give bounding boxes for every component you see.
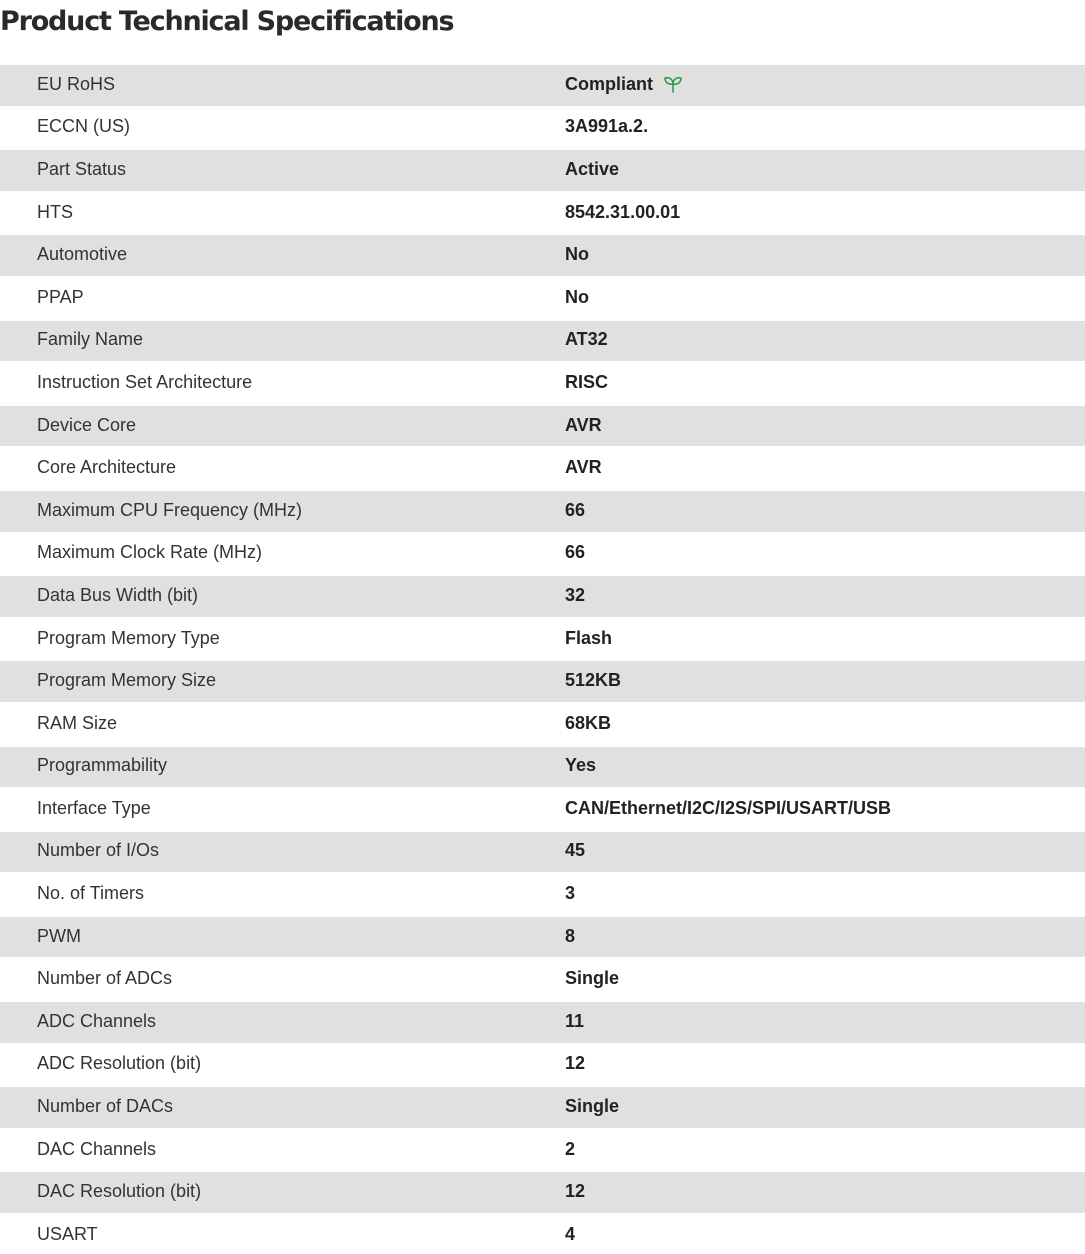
spec-value <box>565 74 683 95</box>
spec-row <box>0 1128 1085 1171</box>
spec-value-text: 66 <box>565 542 586 563</box>
spec-name: Number of ADCs <box>37 968 173 989</box>
spec-row <box>0 63 1085 106</box>
spec-row <box>0 702 1085 745</box>
spec-value-text: Single <box>565 968 620 989</box>
spec-row <box>0 106 1085 149</box>
spec-row <box>0 361 1085 404</box>
spec-value <box>565 1053 585 1074</box>
spec-row <box>0 191 1085 234</box>
spec-row <box>0 1085 1085 1128</box>
spec-value-text: 11 <box>565 1010 585 1031</box>
spec-value <box>565 968 619 989</box>
spec-table <box>0 63 1085 1254</box>
spec-row <box>0 446 1085 489</box>
spec-value-text: 8542.31.00.01 <box>565 201 681 222</box>
spec-value <box>565 116 648 137</box>
spec-value <box>565 329 608 350</box>
spec-name: Number of I/Os <box>37 840 160 861</box>
spec-value <box>565 670 621 691</box>
spec-value <box>565 1096 619 1117</box>
spec-value-text: Active <box>565 158 620 179</box>
spec-name: Part Status <box>37 158 127 179</box>
spec-name: ADC Channels <box>37 1010 157 1031</box>
spec-value <box>565 1011 584 1032</box>
spec-value <box>565 755 596 776</box>
spec-value <box>565 415 602 436</box>
spec-value-text: 512KB <box>565 670 622 691</box>
spec-value <box>565 202 680 223</box>
spec-value-text: No <box>565 286 589 307</box>
spec-name: Automotive <box>37 244 128 265</box>
spec-name: Program Memory Size <box>37 670 217 691</box>
spec-row <box>0 1043 1085 1086</box>
spec-row <box>0 276 1085 319</box>
spec-row <box>0 1170 1085 1213</box>
spec-row <box>0 915 1085 958</box>
spec-name: Data Bus Width (bit) <box>37 584 199 605</box>
spec-name: Interface Type <box>37 797 151 818</box>
spec-name: Family Name <box>37 329 144 350</box>
spec-value <box>565 926 575 947</box>
spec-name: Core Architecture <box>37 457 177 478</box>
spec-value <box>565 372 608 393</box>
spec-value-text: 2 <box>565 1138 576 1159</box>
spec-value-text: 68KB <box>565 712 612 733</box>
spec-row <box>0 532 1085 575</box>
spec-value <box>565 840 585 861</box>
spec-name: PPAP <box>37 286 84 307</box>
spec-name: Program Memory Type <box>37 627 220 648</box>
spec-name: HTS <box>37 201 73 222</box>
spec-value-text: 8 <box>565 925 576 946</box>
spec-row <box>0 1213 1085 1254</box>
spec-value-text: 32 <box>565 584 586 605</box>
spec-name: Device Core <box>37 414 137 435</box>
spec-row <box>0 745 1085 788</box>
spec-name: RAM Size <box>37 712 118 733</box>
spec-value-text: 3 <box>565 883 576 904</box>
spec-value-text: AVR <box>565 457 602 478</box>
spec-row <box>0 404 1085 447</box>
spec-name: Maximum CPU Frequency (MHz) <box>37 499 303 520</box>
spec-value <box>565 1139 575 1160</box>
spec-value <box>565 883 575 904</box>
spec-value <box>565 798 891 819</box>
spec-row <box>0 957 1085 1000</box>
spec-name: No. of Timers <box>37 883 145 904</box>
spec-name: ECCN (US) <box>37 116 130 137</box>
spec-value-text: No <box>565 244 589 265</box>
spec-name: DAC Channels <box>37 1138 157 1159</box>
spec-value <box>565 457 602 478</box>
page-title: Product Technical Specifications <box>0 6 454 37</box>
spec-name: Number of DACs <box>37 1096 174 1117</box>
spec-name: USART <box>37 1223 98 1244</box>
spec-row <box>0 233 1085 276</box>
spec-value <box>565 628 612 649</box>
spec-value-text: 45 <box>565 840 586 861</box>
spec-value-text: Single <box>565 1096 620 1117</box>
spec-value <box>565 1181 585 1202</box>
spec-name: Instruction Set Architecture <box>37 371 253 392</box>
spec-row <box>0 872 1085 915</box>
spec-name: ADC Resolution (bit) <box>37 1053 202 1074</box>
spec-value-text: CAN/Ethernet/I2C/I2S/SPI/USART/USB <box>565 797 892 818</box>
spec-row <box>0 1000 1085 1043</box>
spec-name: Maximum Clock Rate (MHz) <box>37 542 263 563</box>
spec-value-text: Compliant <box>565 73 653 94</box>
spec-value <box>565 500 585 521</box>
spec-value-text: 12 <box>565 1181 586 1202</box>
spec-value <box>565 244 589 265</box>
spec-value <box>565 585 585 606</box>
spec-value-text: 4 <box>565 1223 576 1244</box>
spec-name: Programmability <box>37 755 168 776</box>
spec-name: PWM <box>37 925 81 946</box>
spec-value <box>565 542 585 563</box>
spec-value <box>565 287 589 308</box>
spec-row <box>0 574 1085 617</box>
spec-row <box>0 148 1085 191</box>
spec-value <box>565 159 619 180</box>
spec-value-text: AVR <box>565 414 602 435</box>
spec-row <box>0 489 1085 532</box>
spec-value-text: Flash <box>565 627 613 648</box>
spec-row <box>0 659 1085 702</box>
spec-row <box>0 617 1085 660</box>
spec-value <box>565 713 611 734</box>
spec-value <box>565 1224 575 1245</box>
spec-row <box>0 830 1085 873</box>
spec-value-text: AT32 <box>565 329 608 350</box>
spec-name: EU RoHS <box>37 73 116 94</box>
spec-name: DAC Resolution (bit) <box>37 1181 202 1202</box>
spec-value-text: 66 <box>565 499 586 520</box>
spec-row <box>0 787 1085 830</box>
spec-value-text: 3A991a.2. <box>565 116 649 137</box>
spec-row <box>0 319 1085 362</box>
spec-value-text: Yes <box>565 755 597 776</box>
leaf-icon <box>663 75 683 93</box>
spec-value-text: RISC <box>565 371 609 392</box>
spec-value-text: 12 <box>565 1053 586 1074</box>
